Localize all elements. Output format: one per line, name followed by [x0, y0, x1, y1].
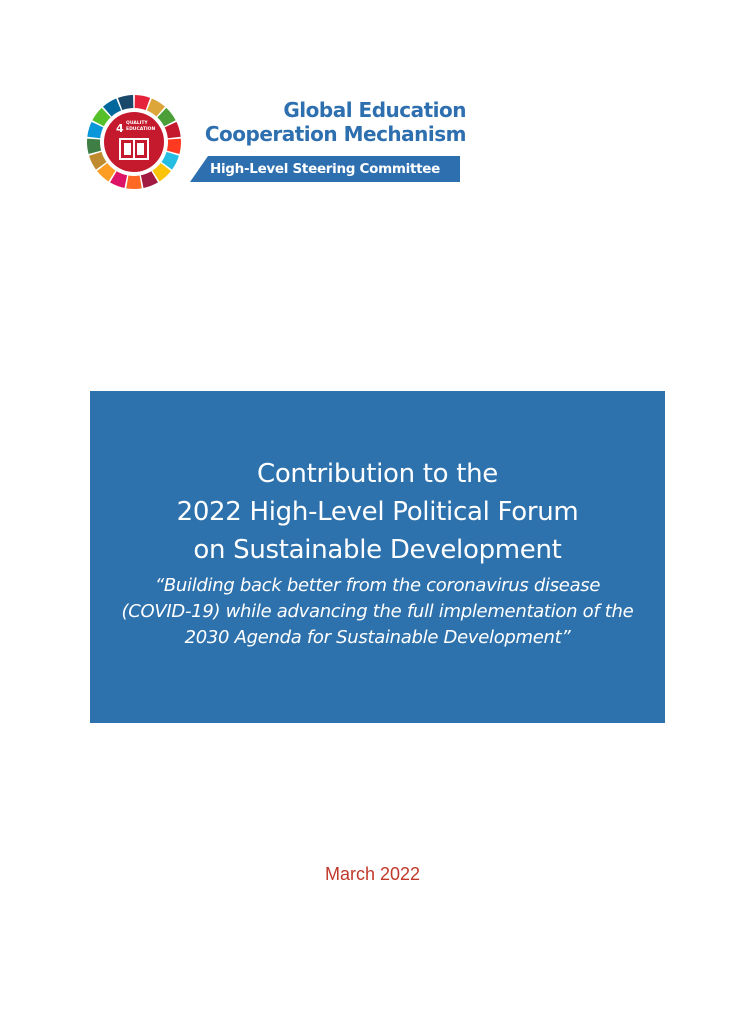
gem-logo: [86, 94, 466, 194]
title-line1: Contribution to the: [256, 459, 499, 489]
subtitle-line1: “Building back better from the coronavirus disease: [154, 575, 601, 596]
document-title: [90, 455, 665, 569]
document-date: March 2022: [324, 864, 421, 884]
document-subtitle: [90, 573, 665, 651]
badge-label-line2: EDUCATION: [126, 127, 156, 132]
logo-title-line1: Global Education: [283, 98, 466, 122]
logo-band-notch: [190, 156, 208, 182]
sdg-wheel-segment: [167, 139, 181, 154]
subtitle-line3: 2030 Agenda for Sustainable Development”: [184, 627, 571, 648]
title-line3: on Sustainable Development: [193, 535, 562, 565]
sdg-wheel-segment: [87, 139, 101, 154]
logo-band: High-Level Steering Committee: [190, 156, 460, 182]
badge-number: 4: [116, 122, 124, 135]
sdg-wheel-segment: [126, 176, 141, 189]
sdg-wheel-segment: [118, 95, 133, 110]
logo-title: [190, 98, 466, 146]
subtitle-line2: (COVID-19) while advancing the full implementation of the: [121, 601, 634, 622]
sdg-wheel-segment: [135, 95, 150, 110]
logo-title-line2: Cooperation Mechanism: [204, 122, 466, 146]
title-line2: 2022 High-Level Political Forum: [176, 497, 579, 527]
title-box: [90, 391, 665, 723]
sdg-wheel-icon: [86, 94, 182, 190]
badge-label-line1: QUALITY: [126, 121, 148, 126]
